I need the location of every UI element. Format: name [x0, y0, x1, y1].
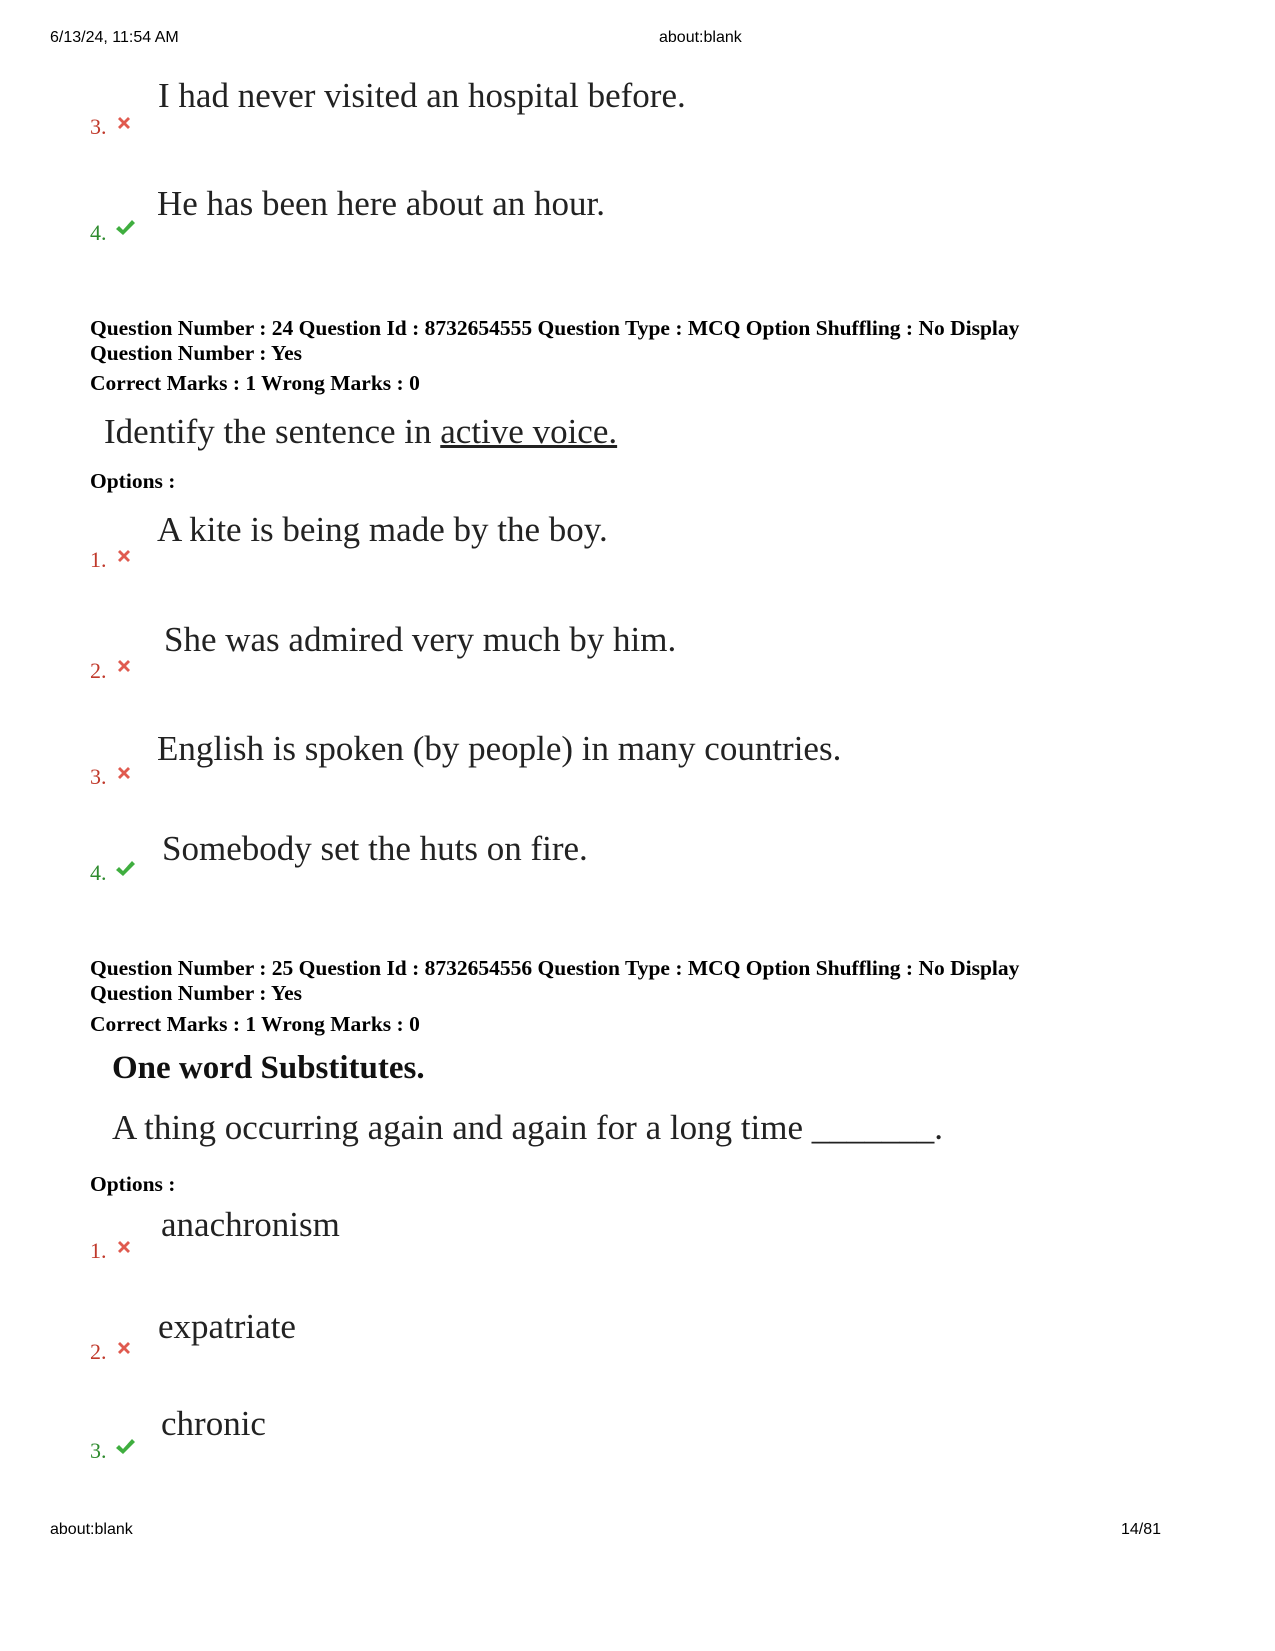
question-meta [90, 316, 1200, 366]
option-number: 2. [90, 1339, 107, 1364]
question-meta-line: Question Number : 24 Question Id : 8732654555 Question Type : MCQ Option Shuffling : No Display [90, 316, 1020, 340]
question-text-underlined: active voice. [440, 412, 618, 451]
question-meta-line: Question Number : Yes [90, 981, 303, 1005]
question-text: A thing occurring again and again for a long time _______. [112, 1108, 944, 1147]
wrong-mark-icon [114, 656, 134, 676]
wrong-mark-icon [114, 546, 134, 566]
option-text: A kite is being made by the boy. [157, 510, 608, 549]
option-number: 4. [90, 220, 107, 245]
option-text: Somebody set the huts on fire. [162, 829, 588, 868]
option-text: He has been here about an hour. [157, 184, 606, 223]
option-text: She was admired very much by him. [164, 620, 677, 659]
question-marks: Correct Marks : 1 Wrong Marks : 0 [90, 371, 420, 395]
wrong-mark-icon [114, 1237, 134, 1257]
option-text: anachronism [161, 1205, 340, 1244]
page-number: 14/81 [1121, 1521, 1162, 1538]
footer-url: about:blank [50, 1521, 133, 1538]
option-number: 3. [90, 1438, 107, 1463]
option-number: 3. [90, 764, 107, 789]
option-number: 1. [90, 547, 107, 572]
option-text: I had never visited an hospital before. [158, 76, 686, 115]
option-number: 3. [90, 114, 107, 139]
print-datetime: 6/13/24, 11:54 AM [50, 29, 179, 46]
option-text: chronic [161, 1404, 266, 1443]
correct-mark-icon [114, 859, 136, 879]
wrong-mark-icon [114, 1338, 134, 1358]
question-meta-line: Question Number : Yes [90, 341, 303, 365]
options-label: Options : [90, 469, 176, 493]
question-meta-line: Question Number : 25 Question Id : 8732654556 Question Type : MCQ Option Shuffling : No Display [90, 956, 1020, 980]
option-text: expatriate [158, 1307, 296, 1346]
correct-mark-icon [114, 218, 136, 238]
option-text: English is spoken (by people) in many countries. [157, 729, 842, 768]
question-marks: Correct Marks : 1 Wrong Marks : 0 [90, 1012, 420, 1036]
options-label: Options : [90, 1172, 176, 1196]
question-text [104, 412, 617, 452]
wrong-mark-icon [114, 113, 134, 133]
option-number: 4. [90, 860, 107, 885]
question-meta [90, 956, 1200, 1006]
print-url: about:blank [659, 29, 742, 46]
wrong-mark-icon [114, 763, 134, 783]
question-title: One word Substitutes. [112, 1050, 425, 1086]
option-number: 1. [90, 1238, 107, 1263]
option-number: 2. [90, 658, 107, 683]
question-text-prefix: Identify the sentence in [104, 412, 441, 451]
correct-mark-icon [114, 1437, 136, 1457]
